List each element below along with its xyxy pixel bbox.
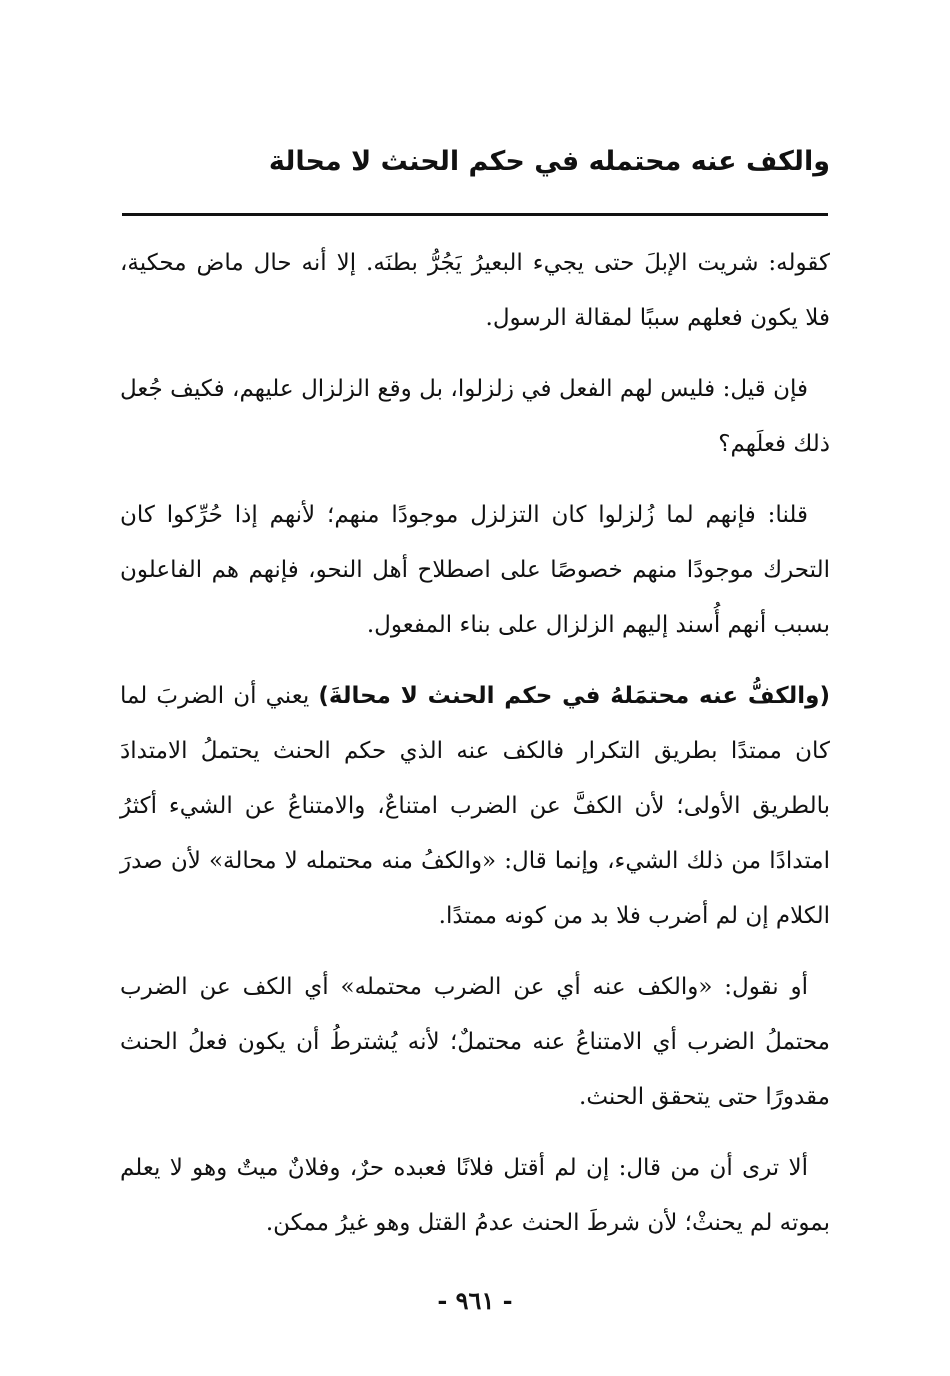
header-rule: [122, 213, 828, 216]
paragraph-2: فإن قيل: فليس لهم الفعل في زلزلوا، بل وقع الزلزال عليهم، فكيف جُعل ذلك فعلَهم؟: [120, 376, 830, 457]
paragraph-6: ألا ترى أن من قال: إن لم أقتل فلانًا فعبده حرٌ، وفلانٌ ميتٌ وهو لا يعلم بموته لم يحنثْ؛ لأن شرطَ الحنث عدمُ القتل وهو غيرُ ممكن.: [120, 1155, 830, 1236]
paragraph-1: كقوله: شريت الإبلَ حتى يجيء البعيرُ يَجُرُّ بطنَه. إلا أنه حال ماض محكية، فلا يكون فعلهم سببًا لمقالة الرسول.: [120, 250, 830, 331]
page-number: - ٩٦١ -: [437, 1286, 513, 1315]
paragraph-4-commentary: يعني أن الضربَ لما كان ممتدًا بطريق التكرار فالكف عنه الذي حكم الحنث يحتملُ الامتدادَ بالطريق الأولى؛ لأن الكفَّ عن الضرب امتناعٌ، والامتناعُ عن الشيء أكثرُ امتدادًا من ذلك الشيء، وإنما قال: «والكفُ منه محتمله لا محالة» لأن صدرَ الكلام إن لم أضرب فلا بد من كونه ممتدًا.: [120, 683, 831, 929]
paragraph-4: [120, 669, 830, 944]
paragraph-3: قلنا: فإنهم لما زُلزلوا كان التزلزل موجودًا منهم؛ لأنهم إذا حُرِّكوا كان التحرك موجودًا منهم خصوصًا على اصطلاح أهل النحو، فإنهم هم الفاعلون بسبب أنهم أُسند إليهم الزلزال على بناء المفعول.: [120, 502, 830, 638]
running-header-title: والكف عنه محتمله في حكم الحنث لا محالة: [268, 146, 830, 177]
paragraph-4-bold-lemma: (والكفُّ عنه محتمَلهُ في حكم الحنث لا محالةَ): [318, 683, 830, 709]
body-text: [120, 236, 830, 1267]
paragraph-5: أو نقول: «والكف عنه أي عن الضرب محتمله» أي الكف عن الضرب محتملُ الضرب أي الامتناعُ عنه محتملٌ؛ لأنه يُشترطُ أن يكون فعلُ الحنث مقدورًا حتى يتحقق الحنث.: [120, 974, 830, 1110]
